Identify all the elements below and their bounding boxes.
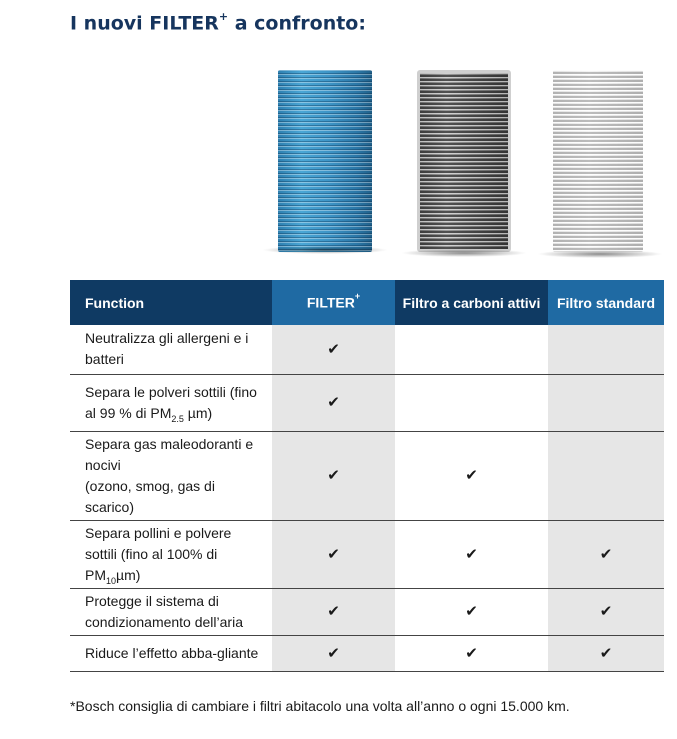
checkmark-icon: ✔ bbox=[327, 467, 340, 484]
function-description bbox=[70, 520, 272, 588]
checkmark-icon: ✔ bbox=[599, 545, 613, 563]
cell-standard bbox=[548, 325, 664, 374]
cell-plus bbox=[272, 325, 395, 374]
cell-plus bbox=[272, 635, 395, 671]
footnote: *Bosch consiglia di cambiare i filtri abitacolo una volta all’anno o ogni 15.000 km. bbox=[70, 698, 570, 714]
title-text: I nuovi FILTER bbox=[70, 12, 219, 35]
description-text: Separa gas maleodoranti e nocivi bbox=[85, 435, 254, 473]
cell-plus bbox=[272, 374, 395, 431]
checkmark-icon: ✔ bbox=[327, 545, 340, 563]
checkmark-icon: ✔ bbox=[465, 644, 478, 662]
cell-carbon bbox=[395, 520, 548, 588]
function-description bbox=[70, 635, 272, 671]
cell-carbon bbox=[395, 588, 548, 635]
checkmark-icon: ✔ bbox=[327, 340, 340, 358]
checkmark-icon: ✔ bbox=[465, 603, 478, 620]
description-text: Riduce l’effetto abba-gliante bbox=[85, 644, 259, 661]
header-standard: Filtro standard bbox=[548, 280, 664, 325]
checkmark-icon: ✔ bbox=[465, 545, 478, 563]
cell-plus bbox=[272, 520, 395, 588]
table-body bbox=[70, 325, 664, 671]
header-filter-plus-label: FILTER bbox=[306, 294, 355, 311]
cell-standard bbox=[548, 635, 664, 671]
cell-carbon bbox=[395, 635, 548, 671]
cell-carbon bbox=[395, 374, 548, 431]
page-title bbox=[70, 12, 366, 34]
cell-plus bbox=[272, 431, 395, 520]
title-suffix: a confronto: bbox=[228, 12, 366, 35]
pm-subscript: 2.5 bbox=[171, 413, 184, 424]
filter-standard-image bbox=[553, 70, 643, 252]
filter-carbon-image bbox=[417, 70, 511, 252]
header-carbon: Filtro a carboni attivi bbox=[395, 280, 548, 325]
function-description bbox=[70, 588, 272, 635]
cell-standard bbox=[548, 588, 664, 635]
checkmark-icon: ✔ bbox=[599, 603, 613, 620]
cell-carbon bbox=[395, 431, 548, 520]
header-filter-plus bbox=[272, 280, 395, 325]
checkmark-icon: ✔ bbox=[465, 467, 478, 484]
checkmark-icon: ✔ bbox=[327, 644, 340, 662]
table-row bbox=[70, 431, 664, 520]
function-description bbox=[70, 374, 272, 431]
title-plus-sup: + bbox=[218, 10, 229, 23]
pm-subscript: 10 bbox=[106, 575, 117, 586]
cell-standard bbox=[548, 520, 664, 588]
filter-standard-shadow bbox=[537, 250, 663, 258]
cell-standard bbox=[548, 374, 664, 431]
cell-plus bbox=[272, 588, 395, 635]
description-text: Separa pollini e polvere sottili (fino al 100% di PM bbox=[85, 524, 232, 583]
comparison-table bbox=[70, 280, 664, 672]
cell-carbon bbox=[395, 325, 548, 374]
function-description bbox=[70, 325, 272, 374]
checkmark-icon: ✔ bbox=[599, 644, 613, 662]
table-row bbox=[70, 374, 664, 431]
table-row bbox=[70, 325, 664, 374]
description-text: Separa le polveri sottili (fino al 99 % di PM bbox=[85, 383, 257, 421]
table-row bbox=[70, 520, 664, 588]
function-description bbox=[70, 431, 272, 520]
checkmark-icon: ✔ bbox=[327, 394, 340, 411]
table-header-row bbox=[70, 280, 664, 325]
filter-plus-image bbox=[278, 70, 372, 252]
checkmark-icon: ✔ bbox=[327, 603, 340, 620]
table-row bbox=[70, 635, 664, 671]
header-function: Function bbox=[70, 280, 272, 325]
table-row bbox=[70, 588, 664, 635]
cell-standard bbox=[548, 431, 664, 520]
description-text: Neutralizza gli allergeni e i batteri bbox=[85, 330, 249, 368]
filter-plus-shadow bbox=[262, 246, 388, 254]
header-filter-plus-sup: + bbox=[354, 291, 361, 302]
description-line2: (ozono, smog, gas di scarico) bbox=[85, 477, 215, 515]
description-unit: µm) bbox=[183, 404, 213, 421]
description-unit: µm) bbox=[116, 566, 141, 583]
filter-carbon-shadow bbox=[401, 249, 527, 257]
description-text: Protegge il sistema di condizionamento dell’aria bbox=[85, 592, 243, 630]
